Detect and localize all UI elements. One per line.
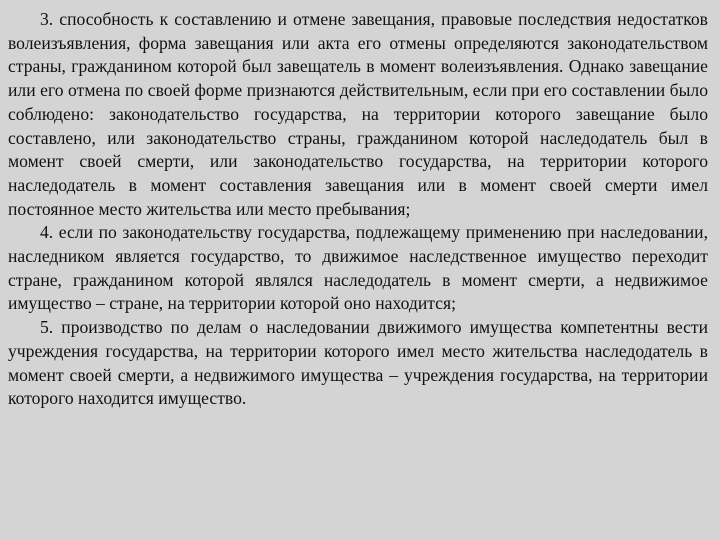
paragraph-item-4: 4. если по законодательству государства, подлежащему применению при наследовании, наследником является государство, то движимое наследственное имущество переходит стране, гражданином которой являлся наследодатель в момент смерти, а недвижимое имущество – стране, на территории которой оно находится;: [8, 222, 708, 314]
paragraph-item-5: 5. производство по делам о наследовании движимого имущества компетентны вести учреждения государства, на территории которого имел место жительства наследодатель в момент своей смерти, а недвижимого имущества – учреждения государства, на территории которого находится имущество.: [8, 317, 708, 409]
document-body: [8, 8, 708, 411]
paragraph-item-3: 3. способность к составлению и отмене завещания, правовые последствия недостатков волеизъявления, форма завещания или акта его отмены определяются законодательством страны, гражданином которой был завещатель в момент волеизъявления. Однако завещание или его отмена по своей форме признаются действительным, если при его составлении было соблюдено: законодательство государства, на территории которого завещание было составлено, или законодательство страны, гражданином которой наследодатель был в момент своей смерти, или законодательство государства, на территории которого наследодатель в момент составления завещания или в момент своей смерти имел постоянное место жительства или место пребывания;: [8, 9, 708, 219]
